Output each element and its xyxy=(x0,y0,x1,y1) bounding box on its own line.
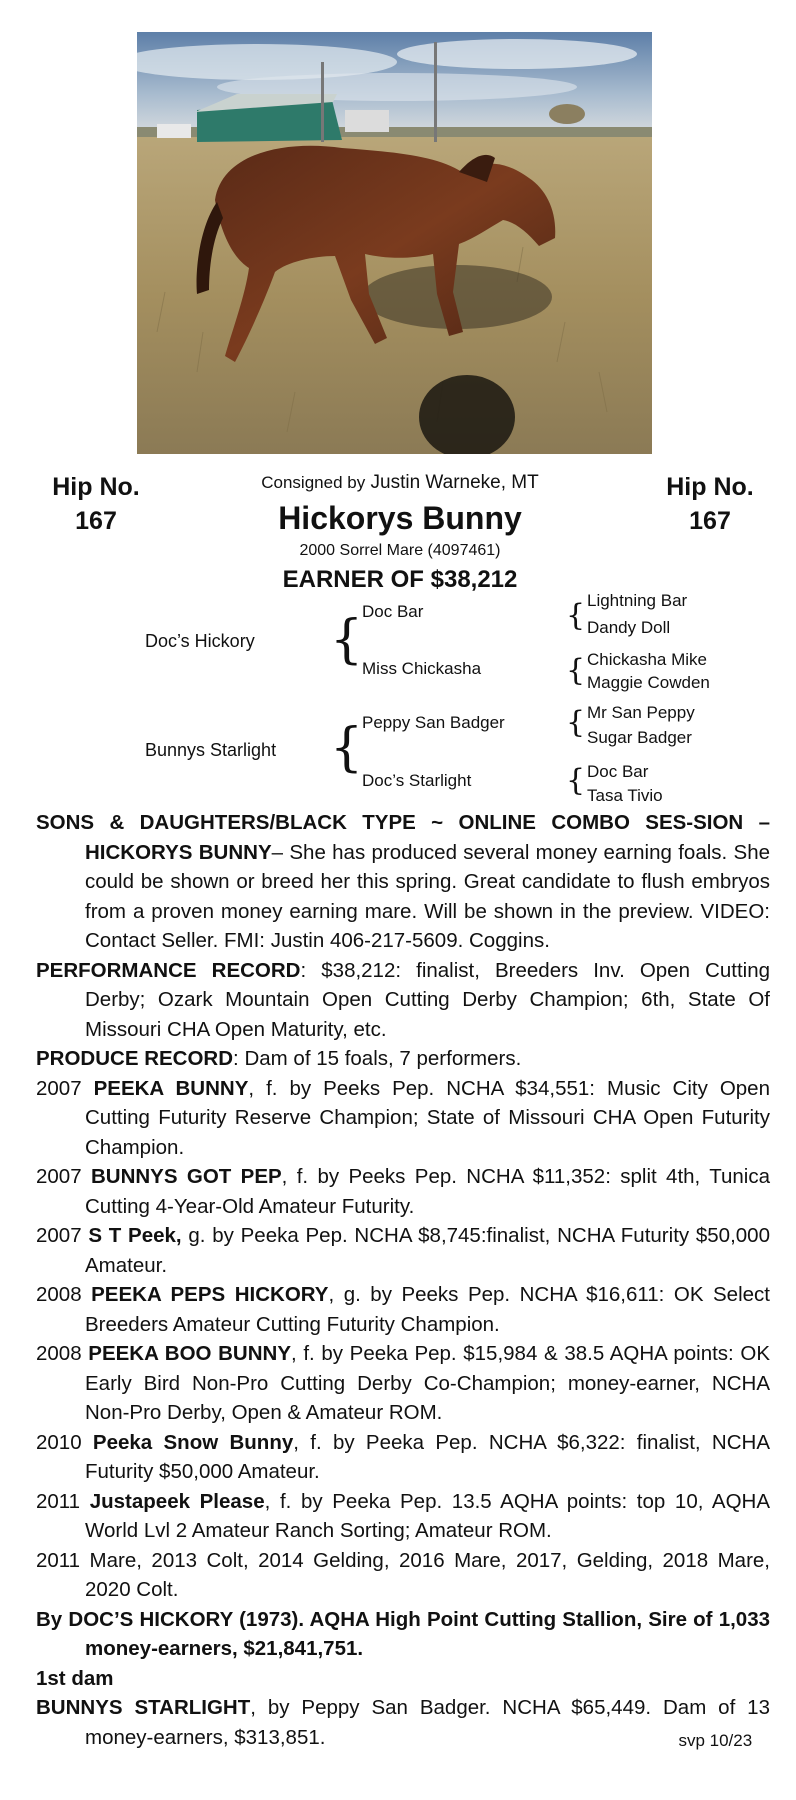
pedigree-g3: Mr San Peppy xyxy=(587,703,695,722)
foal-text: , f. by Peeks Pep. NCHA $34,551: Music City Open Cutting Futurity Reserve Champion; State of Missouri CHA Open Futurity Champion. xyxy=(85,1076,770,1159)
horse-name: Hickorys Bunny xyxy=(278,500,522,536)
intro-heading: SONS & DAUGHTERS/BLACK TYPE ~ ONLINE COMBO SES-SION – HICKORYS BUNNY xyxy=(36,811,770,864)
other-foals: 2011 Mare, 2013 Colt, 2014 Gelding, 2016 Mare, 2017, Gelding, 2018 Mare, 2020 Colt. xyxy=(36,1548,770,1601)
foal-text: , f. by Peeka Pep. 13.5 AQHA points: top 10, AQHA World Lvl 2 Amateur Ranch Sorting; Amateur ROM. xyxy=(85,1489,771,1542)
foal-entry xyxy=(36,1339,770,1428)
horse-description: 2000 Sorrel Mare (4097461) xyxy=(299,542,501,559)
foal-entry xyxy=(36,1428,770,1487)
pedigree-sire-sire: Doc Bar xyxy=(362,602,424,621)
pedigree-dam-sire: Peppy San Badger xyxy=(362,713,505,732)
foal-name: PEEKA BOO BUNNY xyxy=(88,1342,292,1365)
foal-year: 2010 xyxy=(36,1430,82,1454)
hip-number: 167 xyxy=(75,507,117,535)
consignor: Justin Warneke, MT xyxy=(370,472,539,493)
pedigree-g3: Doc Bar xyxy=(587,762,649,781)
foal-entry xyxy=(36,1162,770,1221)
foal-year: 2007 xyxy=(36,1165,82,1188)
first-dam-heading xyxy=(36,1664,770,1694)
horse-photo xyxy=(137,32,652,454)
pedigree-brace: { xyxy=(566,598,586,633)
hip-number: 167 xyxy=(689,507,731,535)
pedigree-brace: { xyxy=(330,610,364,670)
performance-heading: PERFORMANCE RECORD xyxy=(36,958,301,982)
footer-code: svp 10/23 xyxy=(678,1730,753,1750)
foal-text: , f. by Peeks Pep. NCHA $11,352: split 4th, Tunica Cutting 4-Year-Old Amateur Futurity. xyxy=(85,1165,770,1218)
foal-text: g. by Peeka Pep. NCHA $8,745:finalist, NCHA Futurity $50,000 Amateur. xyxy=(85,1224,770,1277)
foal-year: 2011 xyxy=(36,1489,81,1513)
pedigree-sire-dam: Miss Chickasha xyxy=(362,659,482,678)
paragraph-performance xyxy=(36,956,770,1045)
foal-name: BUNNYS GOT PEP xyxy=(90,1165,282,1188)
paragraph-intro xyxy=(36,808,770,956)
foal-text: , g. by Peeks Pep. NCHA $16,611: OK Select Breeders Amateur Cutting Futurity Champion. xyxy=(85,1283,770,1336)
produce-heading: PRODUCE RECORD xyxy=(36,1047,234,1070)
pedigree-g3: Sugar Badger xyxy=(587,728,692,747)
pedigree-sire: Doc’s Hickory xyxy=(145,631,255,651)
hip-label: Hip No. xyxy=(666,473,754,501)
pedigree-brace: { xyxy=(566,653,586,688)
intro-text: – She has produced several money earning foals. She could be shown or breed her this spring. Great candidate to flush embryos from a proven money earning mare. Will be shown in the preview. VIDEO: Contact Seller. FMI: Justin 406-217-5609. Coggins. xyxy=(85,840,770,952)
dam-name: BUNNYS STARLIGHT xyxy=(36,1696,251,1719)
hip-right xyxy=(640,470,780,538)
foal-text: , f. by Peeka Pep. $15,984 & 38.5 AQHA points: OK Early Bird Non-Pro Cutting Derby Co-Champion; money-earner, NCHA Non-Pro Derby, Open & Amateur ROM. xyxy=(85,1342,770,1424)
foal-entry xyxy=(36,1074,770,1163)
earner-line: EARNER OF $38,212 xyxy=(282,566,518,593)
foal-name: Peeka Snow Bunny xyxy=(92,1430,294,1454)
sire-note xyxy=(36,1605,770,1664)
consigned-prefix: Consigned by xyxy=(261,473,366,492)
hip-left xyxy=(26,470,166,538)
pedigree-g3: Lightning Bar xyxy=(587,591,688,610)
dam-text: , by Peppy San Badger. NCHA $65,449. Dam of 13 money-earners, $313,851. xyxy=(85,1696,770,1749)
foal-entry xyxy=(36,1487,770,1546)
foal-name: Justapeek Please xyxy=(89,1489,265,1513)
pedigree-g3: Maggie Cowden xyxy=(587,673,710,692)
sire-note-text: By DOC’S HICKORY (1973). AQHA High Point Cutting Stallion, Sire of 1,033 money-earners, $21,841,751. xyxy=(36,1607,770,1660)
foal-year: 2008 xyxy=(36,1283,82,1306)
foal-name: PEEKA PEPS HICKORY xyxy=(91,1283,329,1306)
pedigree-brace: { xyxy=(566,763,586,798)
consigned-line xyxy=(190,472,610,494)
first-dam-entry xyxy=(36,1693,770,1752)
foal-entry xyxy=(36,1280,770,1339)
first-dam-heading-text: 1st dam xyxy=(36,1666,114,1690)
catalog-text xyxy=(36,808,770,1755)
foal-entry xyxy=(36,1221,770,1280)
foal-name: S T Peek, xyxy=(88,1224,182,1247)
foal-year: 2007 xyxy=(36,1076,82,1100)
performance-text: : $38,212: finalist, Breeders Inv. Open Cutting Derby; Ozark Mountain Open Cutting Derby Champion; 6th, State Of Missouri CHA Open Maturity, etc. xyxy=(85,958,770,1041)
hip-label: Hip No. xyxy=(52,473,140,501)
foal-name: PEEKA BUNNY xyxy=(93,1076,249,1100)
foal-text: , f. by Peeka Pep. NCHA $6,322: finalist, NCHA Futurity $50,000 Amateur. xyxy=(85,1430,771,1483)
paragraph-produce xyxy=(36,1044,770,1074)
pedigree-dam: Bunnys Starlight xyxy=(145,740,277,760)
pedigree-brace: { xyxy=(330,718,364,778)
pedigree-dam-dam: Doc’s Starlight xyxy=(362,771,472,790)
foal-year: 2007 xyxy=(36,1224,82,1247)
pedigree-brace: { xyxy=(566,705,586,740)
pedigree-g3: Tasa Tivio xyxy=(587,786,663,805)
foal-year: 2008 xyxy=(36,1342,82,1365)
pedigree-g3: Dandy Doll xyxy=(587,618,671,637)
produce-text: : Dam of 15 foals, 7 performers. xyxy=(233,1047,522,1070)
pedigree-g3: Chickasha Mike xyxy=(587,650,707,669)
